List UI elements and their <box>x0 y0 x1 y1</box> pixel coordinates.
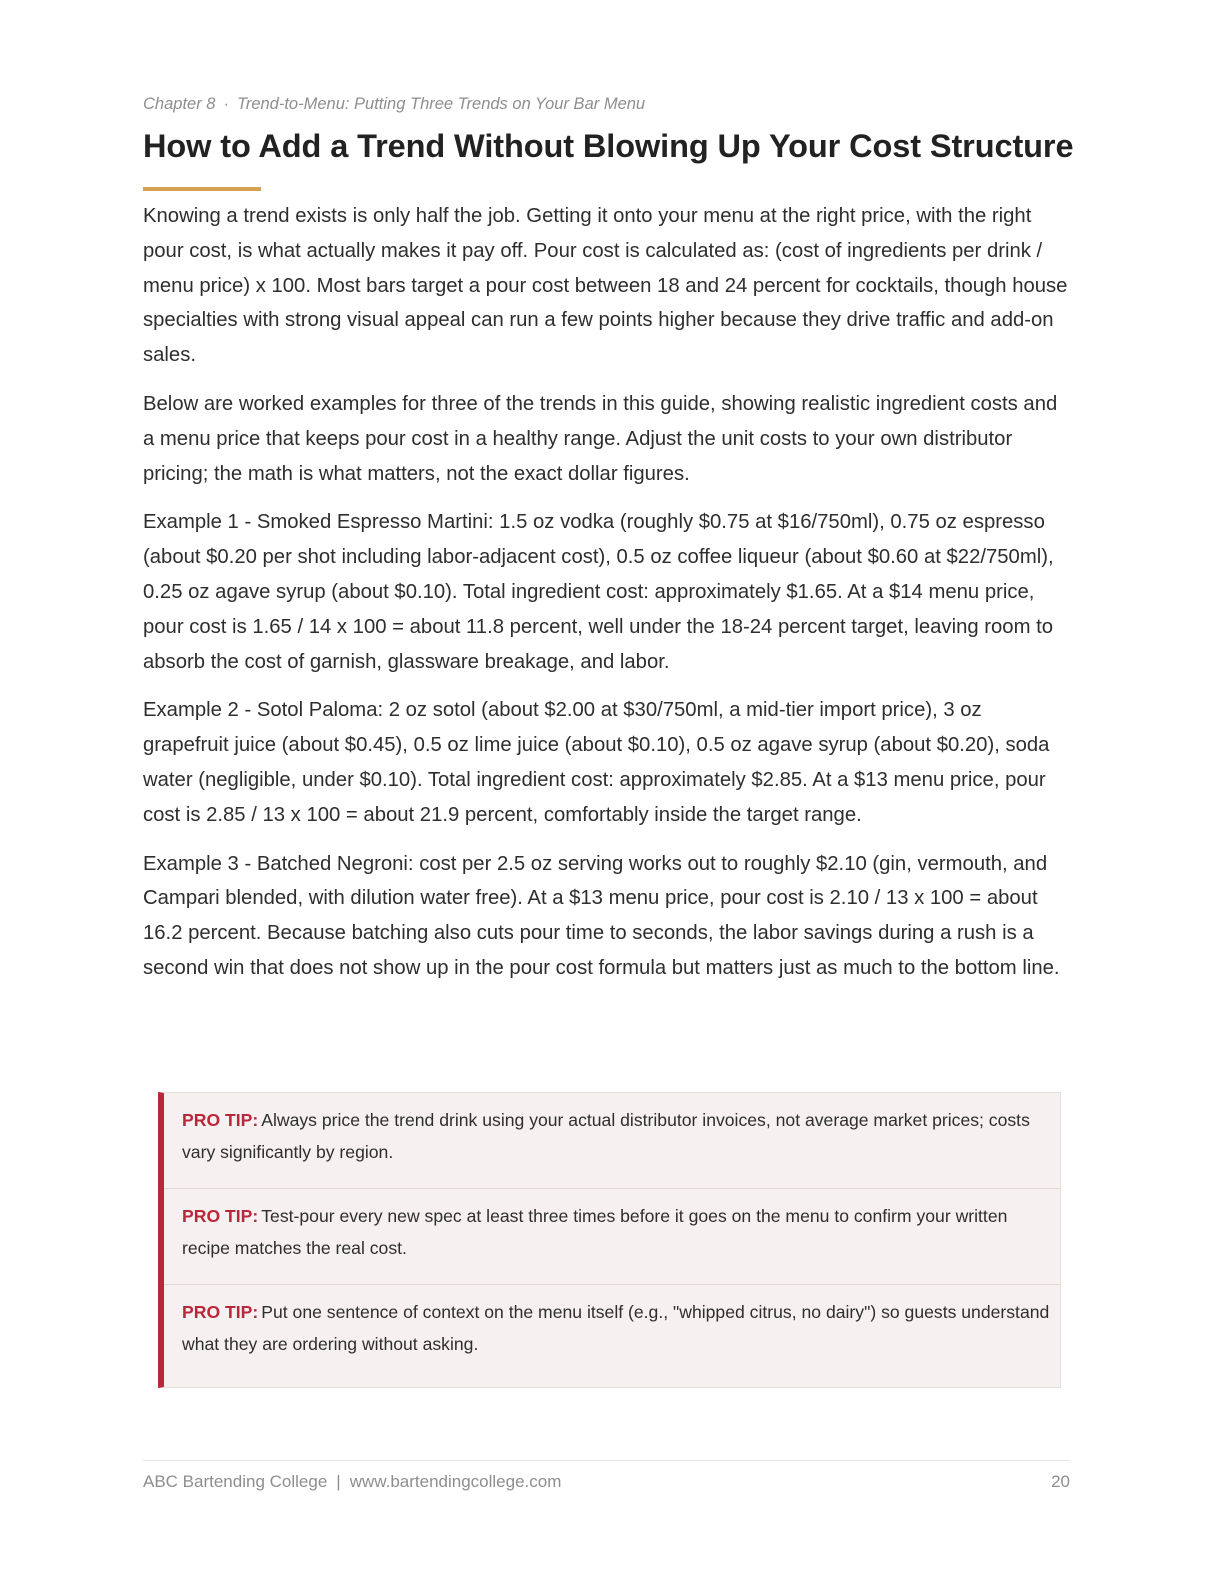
running-header <box>143 95 645 114</box>
paragraph-examples-intro: Below are worked examples for three of the trends in this guide, showing realistic ingredient costs and a menu price that keeps pour cost in a healthy range. Adjust the unit costs to your own distributor pricing; the math is what matters, not the exact dollar figures. <box>143 392 1058 485</box>
chapter-number: Chapter 8 <box>143 95 216 113</box>
pro-tip <box>164 1284 1060 1387</box>
pro-tips-callout <box>158 1092 1061 1388</box>
pro-tip-text: Always price the trend drink using your actual distributor invoices, not average market prices; costs vary significantly by region. <box>182 1110 1030 1162</box>
page-number: 20 <box>1051 1472 1070 1491</box>
body-text <box>143 199 1070 1000</box>
footer-source <box>143 1472 561 1492</box>
paragraph-example-1: Example 1 - Smoked Espresso Martini: 1.5 oz vodka (roughly $0.75 at $16/750ml), 0.75 oz espresso (about $0.20 per shot including labor-adjacent cost), 0.5 oz coffee liqueur (about $0.60 at $22/750ml), 0.25 oz agave syrup (about $0.10). Total ingredient cost: approximately $1.65. At a $14 menu price, pour cost is 1.65 / 14 x 100 = about 11.8 percent, well under the 18-24 percent target, leaving room to absorb the cost of garnish, glassware breakage, and labor. <box>143 511 1054 673</box>
footer-separator: | <box>336 1472 341 1491</box>
paragraph-intro: Knowing a trend exists is only half the job. Getting it onto your menu at the right price, with the right pour cost, is what actually makes it pay off. Pour cost is calculated as: (cost of ingredients per drink / menu price) x 100. Most bars target a pour cost between 18 and 24 percent for cocktails, though house specialties with strong visual appeal can run a few points higher because they drive traffic and add-on sales. <box>143 205 1068 367</box>
pro-tip-text: Test-pour every new spec at least three times before it goes on the menu to confirm your written recipe matches the real cost. <box>182 1206 1008 1258</box>
page-title: How to Add a Trend Without Blowing Up Your Cost Structure <box>143 128 1074 164</box>
pro-tip-text: Put one sentence of context on the menu itself (e.g., "whipped citrus, no dairy") so guests understand what they are ordering without asking. <box>182 1302 1050 1354</box>
pro-tip <box>164 1093 1060 1188</box>
footer-publisher: ABC Bartending College <box>143 1472 328 1491</box>
paragraph-example-3: Example 3 - Batched Negroni: cost per 2.5 oz serving works out to roughly $2.10 (gin, vermouth, and Campari blended, with dilution water free). At a $13 menu price, pour cost is 2.10 / 13 x 100 = about 16.2 percent. Because batching also cuts pour time to seconds, the labor savings during a rush is a second win that does not show up in the pour cost formula but matters just as much to the bottom line. <box>143 852 1060 979</box>
footer-divider <box>143 1460 1070 1461</box>
pro-tip <box>164 1188 1060 1284</box>
pro-tip-label: PRO TIP: <box>182 1110 259 1130</box>
pro-tip-label: PRO TIP: <box>182 1206 259 1226</box>
page-footer <box>143 1472 1070 1492</box>
footer-website: www.bartendingcollege.com <box>349 1472 562 1491</box>
pro-tip-label: PRO TIP: <box>182 1302 259 1322</box>
paragraph-example-2: Example 2 - Sotol Paloma: 2 oz sotol (about $2.00 at $30/750ml, a mid-tier import price), 3 oz grapefruit juice (about $0.45), 0.5 oz lime juice (about $0.10), 0.5 oz agave syrup (about $0.20), soda water (negligible, under $0.10). Total ingredient cost: approximately $2.85. At a $13 menu price, pour cost is 2.85 / 13 x 100 = about 21.9 percent, comfortably inside the target range. <box>143 699 1050 826</box>
title-accent-rule <box>143 187 261 191</box>
chapter-title: Trend-to-Menu: Putting Three Trends on Your Bar Menu <box>236 95 646 113</box>
header-separator: · <box>223 95 229 113</box>
